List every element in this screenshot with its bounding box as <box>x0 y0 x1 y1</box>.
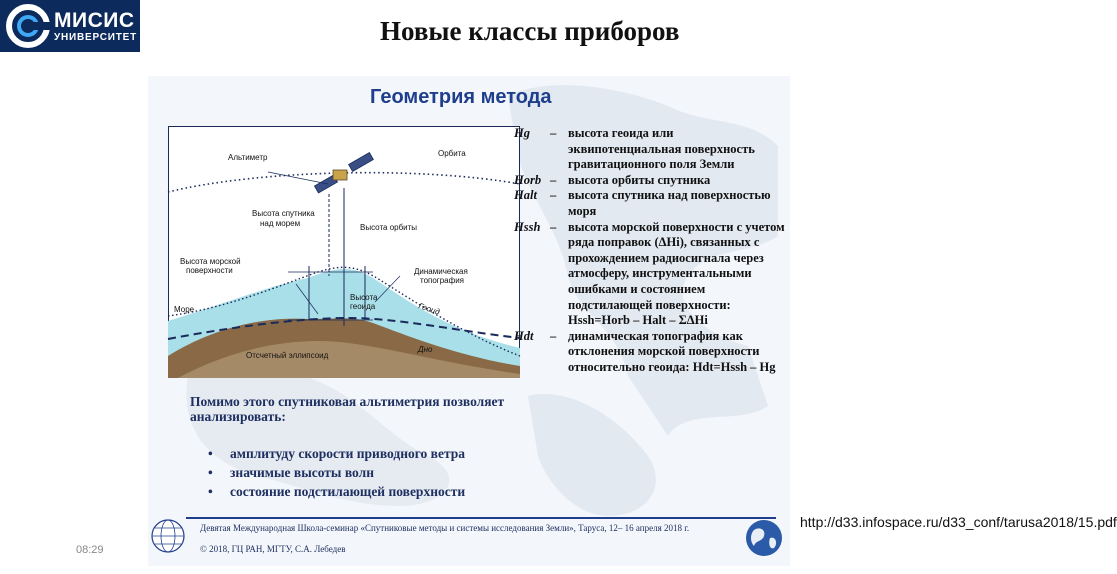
label-geoid: Геоид <box>417 301 441 317</box>
legend-definitions <box>514 126 786 376</box>
label-dyn-topo-1: Динамическая <box>414 267 468 276</box>
logo-name: МИСИС <box>54 8 135 32</box>
method-geometry-panel <box>148 76 790 566</box>
list-item-text: значимые высоты волн <box>230 465 374 480</box>
list-item <box>208 444 465 463</box>
source-link[interactable]: http://d33.infospace.ru/d33_conf/tarusa2018/15.pdf <box>800 514 1117 530</box>
altimetry-diagram <box>168 126 520 378</box>
label-sat-height: Высота спутника <box>252 209 315 218</box>
label-orbit: Орбита <box>438 149 466 158</box>
list-item <box>208 482 465 501</box>
legend-symbol: Halt <box>514 188 537 203</box>
legend-symbol: Hssh <box>514 219 541 234</box>
label-dyn-topo-2: топография <box>420 276 465 285</box>
label-ellipsoid: Отсчетный эллипсоид <box>246 351 329 360</box>
legend-row <box>514 220 786 329</box>
legend-dash: – <box>550 328 557 343</box>
bullet-icon: • <box>208 446 213 461</box>
slide-title: Новые классы приборов <box>380 16 680 46</box>
legend-symbol: Horb <box>514 172 542 187</box>
legend-dash: – <box>550 172 557 187</box>
label-sea: Море <box>174 305 195 314</box>
misis-logo-icon <box>6 4 50 48</box>
list-item <box>208 463 465 482</box>
label-geoid-height-2: геоида <box>350 302 376 311</box>
earth-globe-icon <box>744 518 784 558</box>
list-item-text: амплитуду скорости приводного ветра <box>230 446 465 461</box>
bullet-icon: • <box>208 465 213 480</box>
capability-list <box>208 444 465 501</box>
legend-row <box>514 188 786 219</box>
label-bottom: Дно <box>418 345 433 354</box>
legend-symbol: Hdt <box>514 328 534 343</box>
legend-definition: высота орбиты спутника <box>568 172 711 187</box>
misis-logo <box>0 0 140 52</box>
label-ssh-2: поверхности <box>186 266 233 275</box>
legend-dash: – <box>550 126 557 140</box>
label-altimeter: Альтиметр <box>228 153 268 162</box>
footer-copyright: © 2018, ГЦ РАН, МГТУ, С.А. Лебедев <box>200 544 346 554</box>
legend-row <box>514 329 786 376</box>
legend-row <box>514 173 786 189</box>
panel-title: Геометрия метода <box>370 86 552 108</box>
list-item-text: состояние подстилающей поверхности <box>230 484 466 499</box>
legend-row <box>514 126 786 173</box>
label-ssh-1: Высота морской <box>180 257 241 266</box>
logo-subtitle: УНИВЕРСИТЕТ <box>54 31 138 43</box>
legend-definition: высота геоида или эквипотенциальная поверхность гравитационного поля Земли <box>568 126 755 172</box>
legend-dash: – <box>550 188 557 203</box>
slide-time: 08:29 <box>76 544 104 556</box>
footer-conference: Девятая Международная Школа-семинар «Спутниковые методы и системы исследования Земли», Таруса, 12– 16 апреля 2018 г. <box>200 523 690 533</box>
altimetry-note: Помимо этого спутниковая альтиметрия позволяет анализировать: <box>190 394 505 424</box>
globe-grid-icon <box>150 518 186 554</box>
legend-definition: высота морской поверхности с учетом ряда поправок (ΔHi), связанных с прохождением радиосигнала через атмосферу, инструментальными ошибками и состоянием подстилающей поверхности: Hssh=Horb – Halt – ΣΔHi <box>568 219 785 328</box>
label-orbit-height: Высота орбиты <box>360 223 418 232</box>
legend-dash: – <box>550 219 557 234</box>
legend-symbol: Hg <box>514 126 530 140</box>
legend-definition: высота спутника над поверхностью моря <box>568 188 771 218</box>
legend-definition: динамическая топография как отклонения морской поверхности относительно геоида: Hdt=Hssh – Hg <box>568 328 776 374</box>
footer-divider <box>186 517 776 519</box>
label-sat-height-2: над морем <box>260 219 301 228</box>
label-geoid-height-1: Высота <box>350 293 378 302</box>
bullet-icon: • <box>208 484 213 499</box>
